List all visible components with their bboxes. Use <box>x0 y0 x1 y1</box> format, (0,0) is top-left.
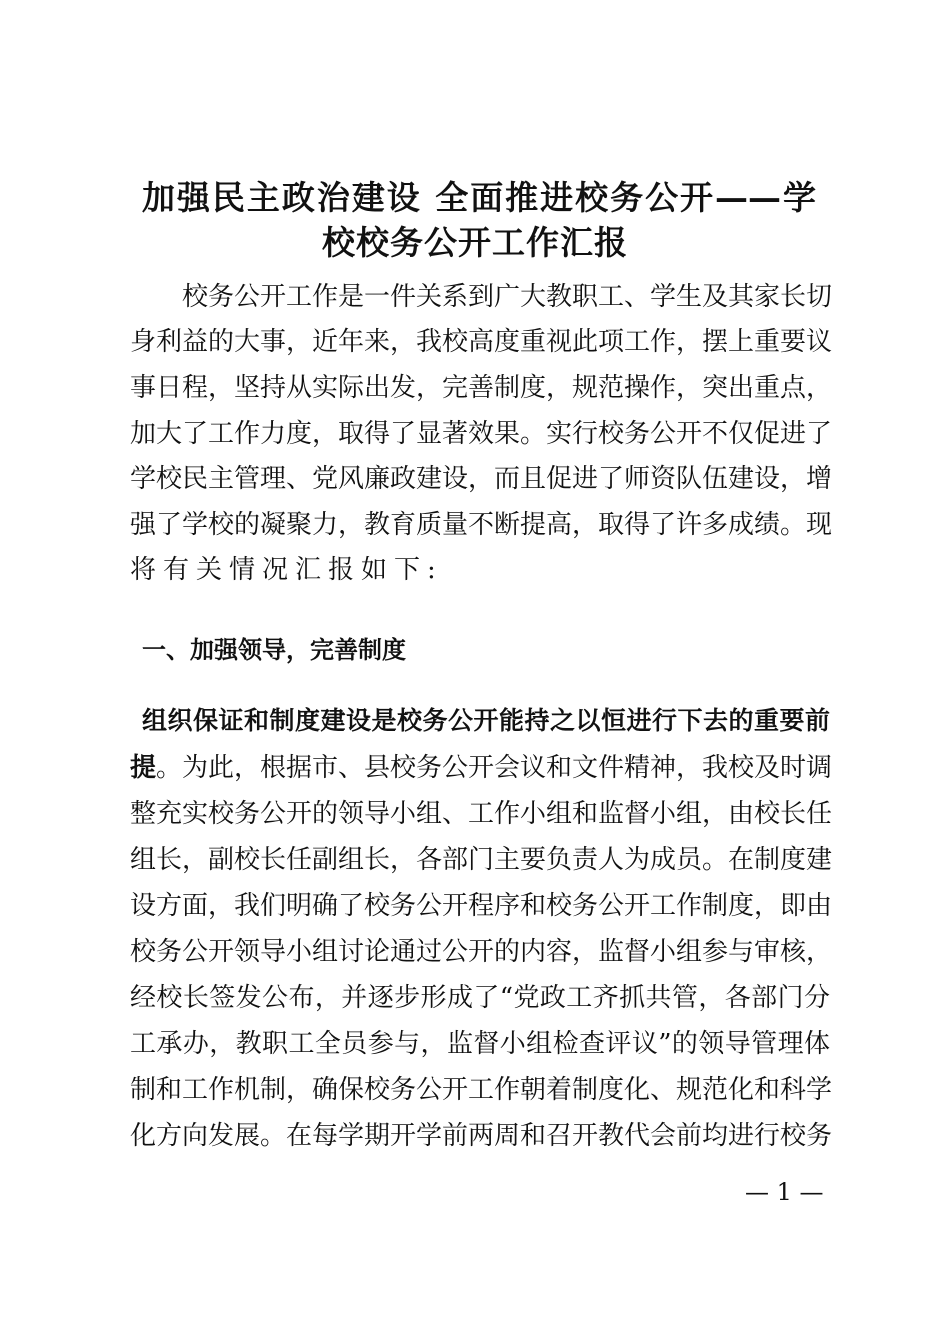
intro-line: 强了学校的凝聚力，教育质量不断提高，取得了许多成绩。现 <box>130 510 833 540</box>
intro-line: 加大了工作力度，取得了显著效果。实行校务公开不仅促进了 <box>130 419 833 449</box>
section-line <box>130 752 833 784</box>
intro-line: 身利益的大事，近年来，我校高度重视此项工作，摆上重要议 <box>130 327 833 357</box>
section-line: 制和工作机制，确保校务公开工作朝着制度化、规范化和科学 <box>130 1075 833 1105</box>
section-line: 校务公开领导小组讨论通过公开的内容，监督小组参与审核， <box>130 937 833 967</box>
document-title-line-1: 加强民主政治建设 全面推进校务公开——学 <box>142 178 816 217</box>
section-line: 整充实校务公开的领导小组、工作小组和监督小组，由校长任 <box>130 799 833 829</box>
page-number: — 1 — <box>745 1178 824 1206</box>
intro-line: 校务公开工作是一件关系到广大教职工、学生及其家长切 <box>130 282 833 312</box>
intro-line: 学校民主管理、党风廉政建设，而且促进了师资队伍建设，增 <box>130 464 833 494</box>
lead-rest: 。为此，根据市、县校务公开会议和文件精神，我校及时调 <box>156 753 833 783</box>
document-title-line-2: 校校务公开工作汇报 <box>322 223 628 262</box>
lead-bold-char: 提 <box>130 753 157 783</box>
section-lead-line: 组织保证和制度建设是校务公开能持之以恒进行下去的重要前 <box>142 706 830 735</box>
section-line: 工承办，教职工全员参与，监督小组检查评议”的领导管理体 <box>130 1029 830 1059</box>
section-line: 设方面，我们明确了校务公开程序和校务公开工作制度，即由 <box>130 891 833 921</box>
section-line: 经校长签发公布，并逐步形成了“党政工齐抓共管，各部门分 <box>130 983 830 1013</box>
section-line: 化方向发展。在每学期开学前两周和召开教代会前均进行校务 <box>130 1121 833 1151</box>
section-heading: 一、加强领导，完善制度 <box>142 636 406 664</box>
section-line: 组长，副校长任副组长，各部门主要负责人为成员。在制度建 <box>130 845 833 875</box>
intro-line: 事日程，坚持从实际出发，完善制度，规范操作，突出重点， <box>130 373 833 403</box>
intro-line: 将有关情况汇报如下: <box>130 555 443 585</box>
